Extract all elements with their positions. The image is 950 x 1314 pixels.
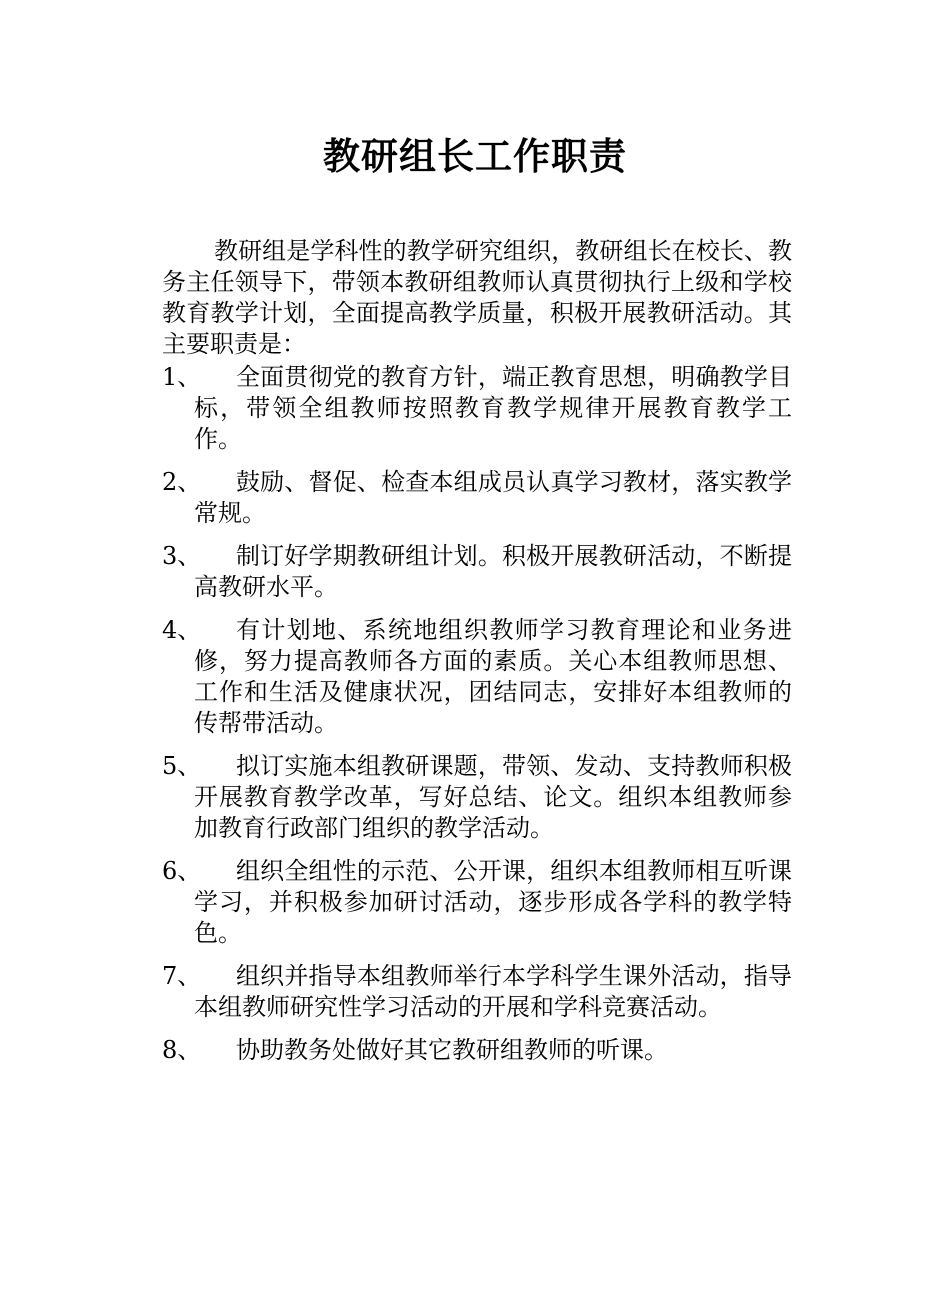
- duty-item: [162, 615, 792, 739]
- duty-number: 2、: [162, 468, 202, 496]
- duty-item: [162, 856, 792, 949]
- duty-item: [162, 467, 792, 529]
- duty-item: [162, 1035, 792, 1066]
- duty-text: 有计划地、系统地组织教师学习教育理论和业务进修，努力提高教师各方面的素质。关心本组教师思想、工作和生活及健康状况，团结同志，安排好本组教师的传帮带活动。: [194, 616, 792, 737]
- duty-number: 3、: [162, 542, 202, 570]
- duty-number: 8、: [162, 1036, 202, 1064]
- page-title: 教研组长工作职责: [323, 135, 627, 178]
- duty-number: 1、: [162, 363, 202, 391]
- duty-number: 6、: [162, 857, 202, 885]
- duty-item: [162, 362, 792, 455]
- duty-text: 拟订实施本组教研课题，带领、发动、支持教师积极开展教育教学改革，写好总结、论文。组织本组教师参加教育行政部门组织的教学活动。: [194, 752, 792, 842]
- duty-text: 协助教务处做好其它教研组教师的听课。: [236, 1036, 668, 1064]
- duty-text: 全面贯彻党的教育方针，端正教育思想，明确教学目标，带领全组教师按照教育教学规律开展教育教学工作。: [194, 363, 792, 453]
- duty-list: [162, 362, 792, 1078]
- intro-paragraph: 教研组是学科性的教学研究组织，教研组长在校长、教务主任领导下，带领本教研组教师认真贯彻执行上级和学校教育教学计划，全面提高教学质量，积极开展教研活动。其主要职责是：: [162, 237, 792, 358]
- duty-item: [162, 961, 792, 1023]
- duty-item: [162, 751, 792, 844]
- duty-number: 7、: [162, 962, 202, 990]
- duty-text: 组织并指导本组教师举行本学科学生课外活动，指导本组教师研究性学习活动的开展和学科竞赛活动。: [194, 962, 792, 1021]
- duty-number: 5、: [162, 752, 202, 780]
- duty-text: 制订好学期教研组计划。积极开展教研活动，不断提高教研水平。: [194, 542, 792, 601]
- duty-text: 鼓励、督促、检查本组成员认真学习教材，落实教学常规。: [194, 468, 792, 527]
- duty-number: 4、: [162, 616, 202, 644]
- duty-text: 组织全组性的示范、公开课，组织本组教师相互听课学习，并积极参加研讨活动，逐步形成各学科的教学特色。: [194, 857, 792, 947]
- duty-item: [162, 541, 792, 603]
